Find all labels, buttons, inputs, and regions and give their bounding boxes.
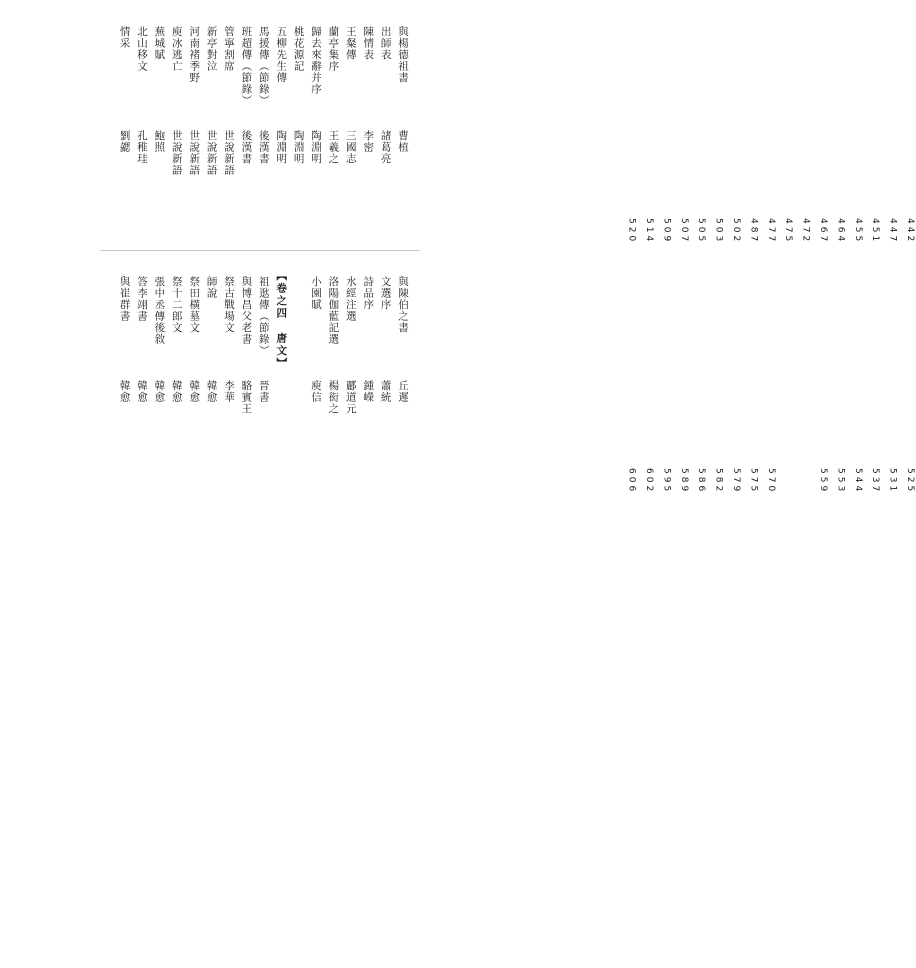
entry-title: 新亭對泣 [205, 26, 218, 72]
entry-page-number: 487 [748, 218, 759, 245]
entry-author: 丘遲 [397, 380, 409, 403]
entry-title: 洛陽伽藍記選 [327, 276, 340, 345]
entry-title: 蕪城賦 [153, 26, 166, 61]
entry-page-number: 575 [748, 468, 759, 495]
entry-author: 世說新語 [188, 130, 201, 176]
entry-page-number: 514 [644, 218, 654, 245]
entry-page-number: 502 [731, 218, 741, 245]
entry-title: 出師表 [379, 26, 392, 61]
entry-author: 陶淵明 [310, 130, 322, 165]
entry-title: 祭十二郎文 [170, 276, 183, 334]
entry-author: 蕭統 [379, 380, 392, 403]
entry-author: 楊衒之 [327, 380, 340, 415]
entry-author: 韓愈 [188, 380, 201, 403]
entry-page-number: 447 [887, 218, 898, 245]
entry-title: 祭田橫墓文 [188, 276, 201, 334]
entry-author: 諸葛亮 [379, 130, 392, 165]
entry-title: 小園賦 [310, 276, 322, 311]
entry-title: 水經注選 [344, 276, 357, 322]
entry-author: 陶淵明 [292, 130, 305, 165]
entry-page-number: 477 [765, 218, 776, 245]
toc-entry [292, 250, 306, 500]
entry-author: 王羲之 [327, 130, 340, 165]
entry-title: 歸去來辭并序 [310, 26, 322, 95]
entry-page-number: 451 [870, 218, 881, 245]
entry-page-number: 544 [852, 468, 863, 495]
entry-author: 三國志 [344, 130, 357, 165]
entry-title: 河南褚季野 [188, 26, 201, 84]
entry-author: 曹植 [397, 130, 409, 153]
entry-title: 祖逖傳（節錄） [257, 276, 270, 357]
entry-title: 張中丞傳後敘 [153, 276, 166, 345]
entry-page-number: 472 [800, 218, 811, 245]
entry-page-number: 507 [678, 218, 689, 245]
entry-page-number: 559 [818, 468, 828, 495]
toc-column-bottom [0, 250, 915, 500]
entry-title: 師說 [205, 276, 218, 299]
entry-author: 駱賓王 [240, 380, 253, 415]
entry-author: 後漢書 [257, 130, 270, 165]
entry-author: 韓愈 [205, 380, 218, 403]
entry-author: 世說新語 [170, 130, 183, 176]
entry-title: 蘭亭集序 [327, 26, 340, 72]
entry-page-number: 579 [731, 468, 741, 495]
entry-page-number: 537 [870, 468, 881, 495]
entry-page-number: 475 [783, 218, 794, 245]
entry-author: 劉勰 [118, 130, 131, 153]
entry-author: 晉書 [257, 380, 270, 403]
entry-title: 與崔群書 [118, 276, 131, 322]
entry-page-number: 595 [661, 468, 672, 495]
entry-author: 韓愈 [118, 380, 131, 403]
entry-page-number: 505 [696, 218, 707, 245]
entry-page-number: 582 [713, 468, 724, 495]
entry-title: 與陳伯之書 [397, 276, 409, 334]
entry-author: 世說新語 [205, 130, 218, 176]
entry-title: 王粲傳 [344, 26, 357, 61]
entry-page-number: 525 [905, 468, 915, 495]
entry-title: 馬援傳（節錄） [257, 26, 270, 107]
entry-page-number: 520 [626, 218, 637, 245]
section-header [274, 250, 288, 500]
entry-page-number: 464 [835, 218, 846, 245]
entry-page-number: 606 [626, 468, 637, 495]
entry-title: 北山移文 [136, 26, 148, 72]
entry-title: 與楊德祖書 [397, 26, 409, 84]
entry-title: 祭古戰場文 [223, 276, 235, 334]
entry-author: 韓愈 [136, 380, 148, 403]
entry-title: 桃花源記 [292, 26, 305, 72]
entry-author: 韓愈 [153, 380, 166, 403]
entry-page-number: 589 [678, 468, 689, 495]
entry-title: 答李翊書 [136, 276, 148, 322]
entry-title: 陳情表 [362, 26, 375, 61]
entry-author: 陶淵明 [275, 130, 288, 165]
entry-author: 韓愈 [170, 380, 183, 403]
entry-title: 與博昌父老書 [240, 276, 253, 345]
entry-page-number: 509 [661, 218, 672, 245]
entry-author: 李華 [223, 380, 235, 403]
entry-title: 詩品序 [362, 276, 375, 311]
entry-author: 鮑照 [153, 130, 166, 153]
entry-title: 文選序 [379, 276, 392, 311]
entry-author: 孔稚珪 [136, 130, 148, 165]
entry-author: 庾信 [310, 380, 322, 403]
entry-author: 李密 [362, 130, 375, 153]
entry-title: 五柳先生傳 [275, 26, 288, 84]
entry-author: 後漢書 [240, 130, 253, 165]
entry-page-number: 531 [887, 468, 898, 495]
section-header-label: 【卷之四 唐文】 [275, 270, 288, 370]
entry-page-number: 455 [852, 218, 863, 245]
entry-author: 酈道元 [344, 380, 357, 415]
entry-title: 班超傳（節錄） [240, 26, 253, 107]
entry-page-number: 442 [905, 218, 915, 245]
entry-page-number: 586 [696, 468, 707, 495]
toc-column-top [0, 0, 915, 250]
entry-title: 庾冰逃亡 [170, 26, 183, 72]
entry-page-number: 467 [818, 218, 828, 245]
entry-author: 鍾嶸 [362, 380, 375, 403]
entry-page-number: 503 [713, 218, 724, 245]
entry-page-number: 570 [765, 468, 776, 495]
entry-author: 世說新語 [223, 130, 235, 176]
entry-title: 情采 [118, 26, 131, 49]
entry-page-number: 602 [644, 468, 654, 495]
entry-page-number: 553 [835, 468, 846, 495]
entry-title: 管寧割席 [223, 26, 235, 72]
